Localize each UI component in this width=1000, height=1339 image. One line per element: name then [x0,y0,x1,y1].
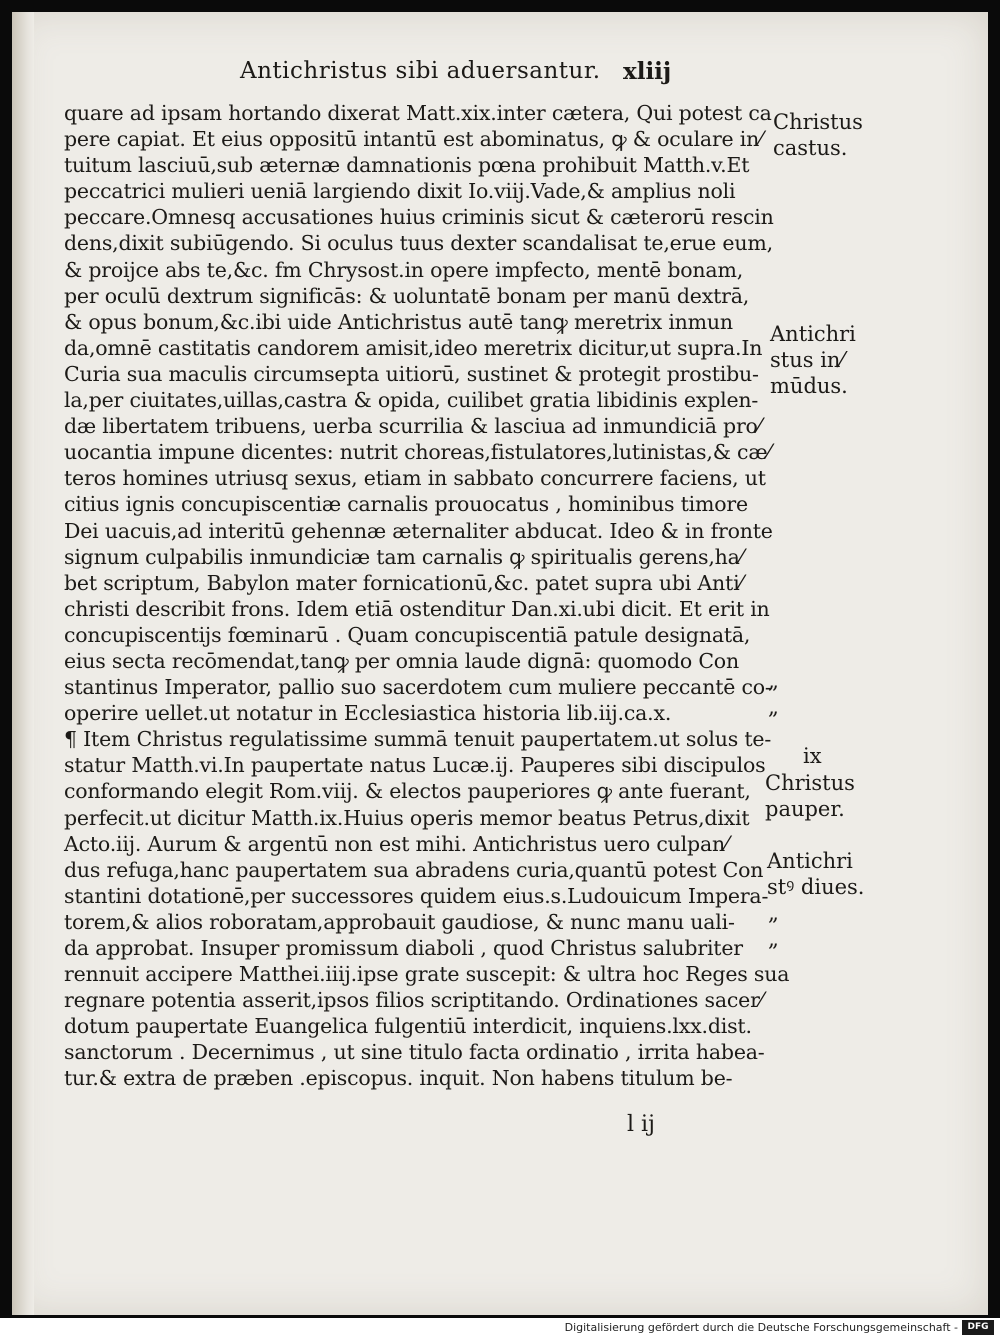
text-line: dæ libertatem tribuens, uerba scurrilia & lasciua ad inmundiciā pro⁄ [64,414,761,439]
text-line: christi describit frons. Idem etiā ostenditur Dan.xi.ubi dicit. Et erit in [64,596,770,621]
page-gutter [12,12,34,1315]
text-line: torem,& alios roboratam,approbauit gaudiose, & nunc manu uali- [64,909,735,934]
text-line: da approbat. Insuper promissum diaboli , quod Christus salubriter [64,936,743,960]
text-line: & proijce abs te,&c. fm Chrysost.in opere impfecto, mentē bonam, [64,257,744,282]
text-line: perfecit.ut dicitur Matth.ix.Huius operis memor beatus Petrus,dixit [64,805,750,830]
body-text [64,100,790,1092]
paragraph-start-line: ¶ Item Christus regulatissime summā tenuit paupertatem.ut solus te- [64,727,772,752]
text-line: regnare potentia asserit,ipsos filios scriptitando. Ordinationes sacer⁄ [64,988,763,1013]
text-line: & opus bonum,&c.ibi uide Antichristus autē tanꝙ meretrix inmun [64,309,733,334]
text-line: dens,dixit subiūgendo. Si oculus tuus dexter scandalisat te,erue eum, [64,231,773,256]
text-line: rennuit accipere Matthei.iiij.ipse grate suscepit: & ultra hoc Reges sua [64,962,790,987]
text-line: signum culpabilis inmundiciæ tam carnalis ꝙ spiritualis gerens,ha⁄ [64,544,743,569]
text-line: per oculū dextrum significās: & uoluntatē bonam per manū dextrā, [64,283,750,308]
text-line: teros homines utriusq sexus, etiam in sabbato concurrere faciens, ut [64,466,766,491]
text-line: operire uellet.ut notatur in Ecclesiastica historia lib.iij.ca.x. [64,701,672,726]
text-line: conformando elegit Rom.viij. & electos pauperiores ꝙ ante fuerant, [64,779,751,804]
text-line: concupiscentijs fœminarū . Quam concupiscentiā patule designatā, [64,622,751,647]
marginal-note-christus-pauper: Christus pauper. [765,771,855,821]
text-line: uocantia impune dicentes: nutrit choreas,fistulatores,lutinistas,& cæ⁄ [64,440,771,465]
marginal-quote-marks: „ „ [768,669,779,719]
text-line: Acto.iij. Aurum & argentū non est mihi. Antichristus uero culpan⁄ [64,831,729,856]
text-line: Dei uacuis,ad interitū gehennæ æternaliter abducat. Ideo & in fronte [64,518,773,543]
text-line: dotum paupertate Euangelica fulgentiū interdicit, inquiens.lxx.dist. [64,1014,752,1039]
text-line: quare ad ipsam hortando dixerat Matt.xix.inter cætera, Qui potest ca [64,101,772,125]
marginal-note-antichristus-inmundus: Antichri stus in⁄ mūdus. [770,322,856,398]
text-line: peccare.Omnesq accusationes huius criminis sicut & cæterorū rescin [64,205,774,230]
footer-credit: Digitalisierung gefördert durch die Deutsche Forschungsgemeinschaft - [564,1321,958,1334]
text-line: la,per ciuitates,uillas,castra & opida, cuilibet gratia libidinis explen- [64,388,759,413]
text-line: bet scriptum, Babylon mater fornicationū,&c. patet supra ubi Anti⁄ [64,570,743,595]
folio-number: xliij [623,58,672,85]
text-line: peccatrici mulieri ueniā largiendo dixit Io.viij.Vade,& amplius noli [64,179,736,204]
text-line: stantini dotationē,per successores quidem eius.s.Ludouicum Impera- [64,883,769,908]
text-line: pere capiat. Et eius oppositū intantū est abominatus, ꝙ & oculare in⁄ [64,127,763,152]
dfg-logo: DFG [962,1320,994,1335]
text-line: da,omnē castitatis candorem amisit,ideo meretrix dicitur,ut supra.In [64,335,763,360]
marginal-note-antichristus-diues: Antichri stꝰ diues. [767,849,865,899]
signature-mark: l ij [627,1112,655,1137]
text-line: sanctorum . Decernimus , ut sine titulo facta ordinatio , irrita habea- [64,1040,765,1065]
marginal-chapter-number: ix [803,744,822,768]
digitization-footer [0,1318,1000,1339]
text-line: dus refuga,hanc paupertatem sua abradens curia,quantū potest Con [64,857,764,882]
text-line: eius secta recōmendat,tanꝙ per omnia laude dignā: quomodo Con [64,648,739,673]
text-line: tuitum lasciuū,sub æternæ damnationis pœna prohibuit Matth.v.Et [64,153,750,178]
text-line: tur.& extra de præben .episcopus. inquit. Non habens titulum be- [64,1066,733,1091]
text-line: citius ignis concupiscentiæ carnalis prouocatus , hominibus timore [64,492,748,517]
marginal-note-christus-castus: Christus castus. [773,110,863,160]
marginal-quote-marks: „ „ [768,901,779,951]
text-line: statur Matth.vi.In paupertate natus Lucæ.ij. Pauperes sibi discipulos [64,753,766,778]
running-head: Antichristus sibi aduersantur. [240,58,601,84]
text-line: Curia sua maculis circumsepta uitiorū, sustinet & protegit prostibu- [64,361,759,386]
text-line: stantinus Imperator, pallio suo sacerdotem cum muliere peccantē co- [64,675,772,700]
